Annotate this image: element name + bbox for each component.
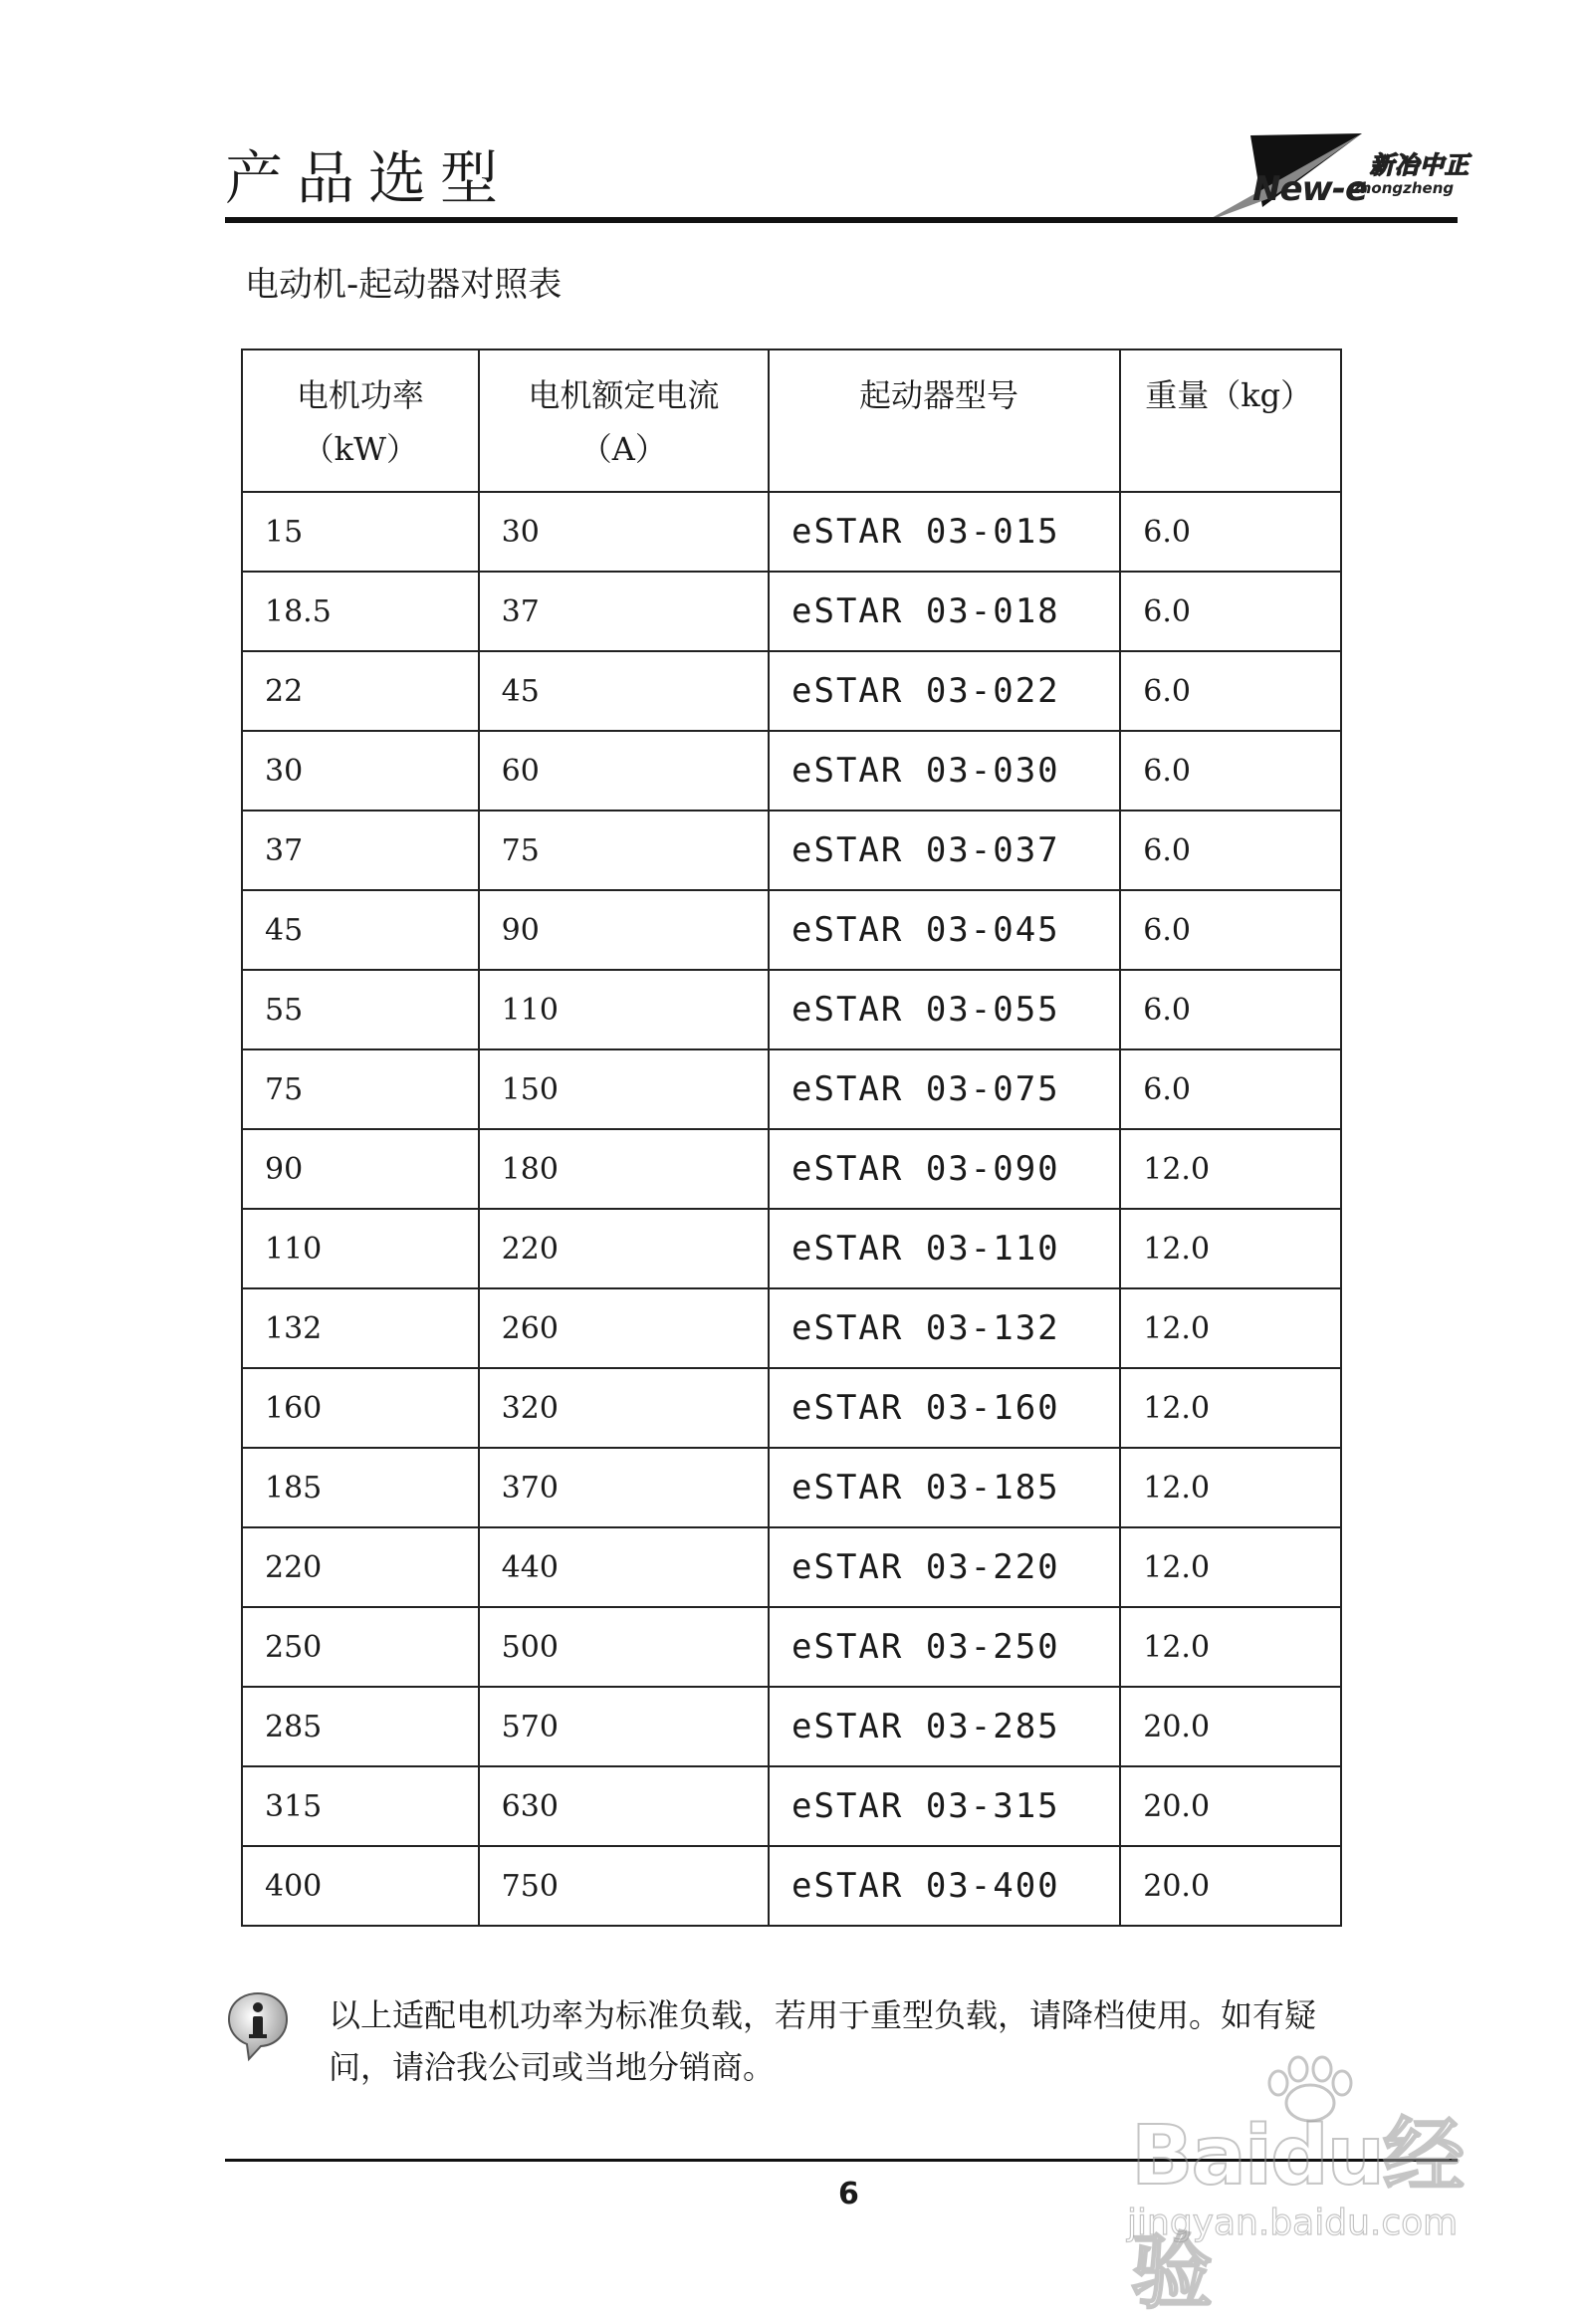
- cell-weight: 12.0: [1120, 1607, 1341, 1687]
- cell-weight: 20.0: [1120, 1846, 1341, 1926]
- cell-starter-model: eSTAR 03-285: [769, 1687, 1120, 1766]
- cell-starter-model: eSTAR 03-132: [769, 1288, 1120, 1368]
- cell-rated-current: 75: [479, 811, 769, 890]
- cell-starter-model: eSTAR 03-075: [769, 1049, 1120, 1129]
- cell-weight: 6.0: [1120, 890, 1341, 970]
- cell-rated-current: 570: [479, 1687, 769, 1766]
- cell-rated-current: 440: [479, 1527, 769, 1607]
- cell-weight: 12.0: [1120, 1288, 1341, 1368]
- cell-weight: 6.0: [1120, 1049, 1341, 1129]
- cell-weight: 20.0: [1120, 1687, 1341, 1766]
- cell-motor-power: 220: [242, 1527, 479, 1607]
- cell-starter-model: eSTAR 03-400: [769, 1846, 1120, 1926]
- watermark-brand: Baidu经验: [1131, 2109, 1464, 2320]
- cell-weight: 20.0: [1120, 1766, 1341, 1846]
- header-rated-current-label: 电机额定电流: [528, 376, 720, 414]
- table-row: [242, 651, 1341, 731]
- table-row: [242, 572, 1341, 651]
- note-text: 以上适配电机功率为标准负载，若用于重型负载，请降档使用。如有疑问，请洽我公司或当地分销商。: [329, 1996, 1317, 2086]
- table-row: [242, 492, 1341, 572]
- cell-rated-current: 320: [479, 1368, 769, 1448]
- table-row: [242, 1209, 1341, 1288]
- cell-rated-current: 37: [479, 572, 769, 651]
- cell-starter-model: eSTAR 03-315: [769, 1766, 1120, 1846]
- cell-weight: 6.0: [1120, 970, 1341, 1049]
- table-body: [242, 492, 1341, 1926]
- cell-rated-current: 370: [479, 1448, 769, 1527]
- cell-rated-current: 220: [479, 1209, 769, 1288]
- cell-starter-model: eSTAR 03-030: [769, 731, 1120, 811]
- watermark-url: jingyan.baidu.com: [1127, 2203, 1459, 2243]
- table-row: [242, 1846, 1341, 1926]
- header-starter-model-label: 起动器型号: [859, 376, 1019, 414]
- header-motor-power-unit: （kW）: [302, 430, 418, 468]
- cell-motor-power: 55: [242, 970, 479, 1049]
- cell-weight: 12.0: [1120, 1527, 1341, 1607]
- company-logo: [1203, 127, 1491, 227]
- cell-motor-power: 132: [242, 1288, 479, 1368]
- cell-starter-model: eSTAR 03-250: [769, 1607, 1120, 1687]
- cell-starter-model: eSTAR 03-110: [769, 1209, 1120, 1288]
- cell-weight: 6.0: [1120, 572, 1341, 651]
- cell-weight: 6.0: [1120, 492, 1341, 572]
- table-row: [242, 731, 1341, 811]
- page-title: 产品选型: [225, 144, 513, 212]
- page-number: 6: [838, 2177, 859, 2211]
- cell-weight: 6.0: [1120, 811, 1341, 890]
- cell-starter-model: eSTAR 03-022: [769, 651, 1120, 731]
- cell-rated-current: 630: [479, 1766, 769, 1846]
- baidu-watermark: [1123, 2061, 1501, 2320]
- cell-rated-current: 260: [479, 1288, 769, 1368]
- cell-weight: 12.0: [1120, 1448, 1341, 1527]
- header-weight: [1120, 349, 1341, 492]
- header-rated-current-unit: （A）: [579, 430, 667, 468]
- cell-motor-power: 90: [242, 1129, 479, 1209]
- cell-starter-model: eSTAR 03-045: [769, 890, 1120, 970]
- cell-starter-model: eSTAR 03-220: [769, 1527, 1120, 1607]
- cell-motor-power: 315: [242, 1766, 479, 1846]
- logo-chinese-name: 新冶中正: [1370, 151, 1469, 179]
- table-row: [242, 1288, 1341, 1368]
- table-row: [242, 811, 1341, 890]
- table-header-row: [242, 349, 1341, 492]
- cell-rated-current: 90: [479, 890, 769, 970]
- table-row: [242, 1448, 1341, 1527]
- cell-rated-current: 30: [479, 492, 769, 572]
- cell-motor-power: 250: [242, 1607, 479, 1687]
- cell-motor-power: 18.5: [242, 572, 479, 651]
- cell-motor-power: 75: [242, 1049, 479, 1129]
- cell-motor-power: 15: [242, 492, 479, 572]
- cell-rated-current: 60: [479, 731, 769, 811]
- logo-wordmark: New-e: [1252, 169, 1368, 209]
- cell-motor-power: 400: [242, 1846, 479, 1926]
- cell-starter-model: eSTAR 03-018: [769, 572, 1120, 651]
- cell-starter-model: eSTAR 03-090: [769, 1129, 1120, 1209]
- cell-motor-power: 22: [242, 651, 479, 731]
- table-row: [242, 1687, 1341, 1766]
- cell-starter-model: eSTAR 03-055: [769, 970, 1120, 1049]
- cell-rated-current: 150: [479, 1049, 769, 1129]
- table-row: [242, 1607, 1341, 1687]
- cell-weight: 6.0: [1120, 731, 1341, 811]
- table-row: [242, 1049, 1341, 1129]
- cell-starter-model: eSTAR 03-160: [769, 1368, 1120, 1448]
- cell-starter-model: eSTAR 03-015: [769, 492, 1120, 572]
- table-row: [242, 1527, 1341, 1607]
- info-icon: [225, 1989, 291, 2063]
- header-rated-current: [479, 349, 769, 492]
- cell-motor-power: 185: [242, 1448, 479, 1527]
- cell-rated-current: 500: [479, 1607, 769, 1687]
- table-row: [242, 890, 1341, 970]
- cell-weight: 6.0: [1120, 651, 1341, 731]
- header-motor-power: [242, 349, 479, 492]
- cell-starter-model: eSTAR 03-037: [769, 811, 1120, 890]
- section-title: 电动机-起动器对照表: [245, 265, 563, 305]
- logo-subtitle: zhongzheng: [1352, 179, 1455, 197]
- table-row: [242, 1368, 1341, 1448]
- table-row: [242, 1129, 1341, 1209]
- header-weight-label: 重量（kg）: [1145, 376, 1313, 414]
- cell-weight: 12.0: [1120, 1129, 1341, 1209]
- cell-motor-power: 30: [242, 731, 479, 811]
- cell-rated-current: 110: [479, 970, 769, 1049]
- cell-rated-current: 180: [479, 1129, 769, 1209]
- cell-rated-current: 45: [479, 651, 769, 731]
- cell-motor-power: 110: [242, 1209, 479, 1288]
- cell-motor-power: 160: [242, 1368, 479, 1448]
- table-row: [242, 970, 1341, 1049]
- cell-rated-current: 750: [479, 1846, 769, 1926]
- header-starter-model: [769, 349, 1120, 492]
- cell-motor-power: 37: [242, 811, 479, 890]
- cell-weight: 12.0: [1120, 1209, 1341, 1288]
- cell-motor-power: 285: [242, 1687, 479, 1766]
- cell-motor-power: 45: [242, 890, 479, 970]
- header-divider: [225, 217, 1458, 223]
- cell-starter-model: eSTAR 03-185: [769, 1448, 1120, 1527]
- header-motor-power-label: 电机功率: [296, 376, 424, 414]
- motor-starter-table: [241, 349, 1342, 1927]
- cell-weight: 12.0: [1120, 1368, 1341, 1448]
- table-row: [242, 1766, 1341, 1846]
